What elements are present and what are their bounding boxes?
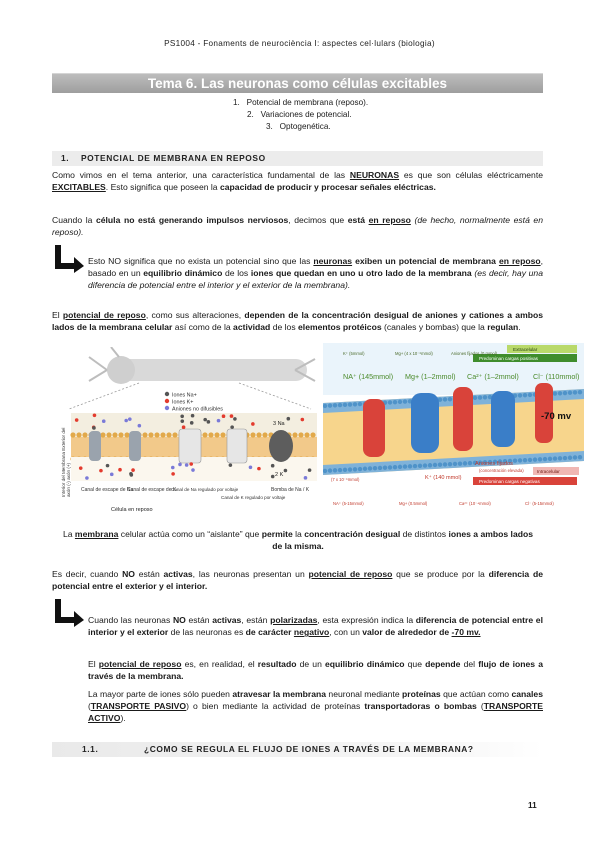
ion-dot [287,417,291,421]
membrane-head [513,459,517,463]
lipid-head [220,432,225,437]
ion-dot [92,426,96,430]
ion-dot [271,464,275,468]
lipid-head [154,432,159,437]
membrane-head [338,403,342,407]
ion-dot [131,468,135,472]
membrane-head [463,461,467,465]
membrane-head [468,461,472,465]
ion-dot [110,473,114,477]
ion-dot [106,464,110,468]
toc-number: 1. [233,98,240,107]
ion-dot [233,417,237,421]
ion-dot [190,421,194,425]
paragraph-polarized: Cuando las neuronas NO están activas, están polarizadas, esta expresión indica la diferencia de potencial entre el interior y el exterior de las neuronas es de carácter negativo, con un valor de alrededor de -70 mv. [88,615,543,638]
membrane-head [353,402,357,406]
subsection-heading [52,742,543,757]
membrane-head [418,464,422,468]
lipid-head [160,432,165,437]
turn-arrow-icon [52,244,86,274]
toc-label: Optogenética. [279,122,331,131]
membrane-head [533,457,537,461]
ion-dot [229,463,233,467]
toc-item [247,109,352,121]
membrane-head [343,468,347,472]
k-out-small: K⁺ (5mmol) [343,351,365,356]
lipid-head [106,432,111,437]
lipid-head [214,432,219,437]
toc-label: Variaciones de potencial. [260,110,352,119]
ion-dot [128,417,132,421]
paragraph-rest-state: Cuando la célula no está generando impulsos nerviosos, decimos que está en reposo (de hecho, normalmente está en reposo). [52,215,543,238]
membrane-head [403,464,407,468]
membrane-head [328,468,332,472]
extracellular-label: Extracelular [513,347,538,352]
membrane-head [378,466,382,470]
na-count-label: 3 Na [273,421,285,427]
membrane-head [338,468,342,472]
na-in: NA⁺ (5-15mmol) [333,501,364,506]
ion-dot [180,419,184,423]
membrane-head [453,462,457,466]
membrane-head [388,465,392,469]
membrane-head [333,403,337,407]
label-k-voltage: Canal de K regulado por voltaje [221,495,286,500]
axon-membrane-figure [59,347,321,519]
paragraph-transport: La mayor parte de iones sólo pueden atravesar la membrana neuronal mediante proteínas que actúan como canales (TRANSPORTE PASIVO) o bien mediante la actividad de proteínas transportadoras o bombas (TRANSPORTE ACTIVO). [88,689,543,724]
membrane-head [368,466,372,470]
mg-in: Mg+ (0.5mmol) [399,501,428,506]
lipid-head [124,432,129,437]
ion-dot [257,467,261,471]
membrane-head [388,400,392,404]
lipid-head [142,432,147,437]
anions-out-small: Aniones fijados (0 mmol) [451,351,498,356]
membrane-potential-label: -70 mv [541,411,572,422]
membrane-head [553,456,557,460]
toc-label: Potencial de membrana (reposo). [246,98,369,107]
membrane-head [573,390,577,394]
ion-dot [75,418,79,422]
label-na-voltage: Canal de Na regulado por voltaje [171,487,239,492]
membrane-head [393,465,397,469]
legend-anions: Aniones no difusibles [172,406,223,413]
membrane-head [523,393,527,397]
ion-dot [203,418,207,422]
cl-out: Cl⁻ (110mmol) [533,372,580,381]
figure-left-caption: Célula en reposo [111,507,153,513]
membrane-head [523,458,527,462]
ion-dot [130,473,134,477]
ion-dot [185,463,189,467]
lipid-head [202,432,207,437]
membrane-head [373,466,377,470]
ion-dot [217,419,221,423]
membrane-head [483,395,487,399]
membrane-head [438,463,442,467]
membrane-head [558,456,562,460]
toc-item [266,121,331,133]
ion-dot [284,469,288,473]
lipid-head [82,432,87,437]
ion-dot [308,468,312,472]
cl-in: Cl⁻ (5-15mmol) [525,501,554,506]
turn-arrow-icon [52,598,86,628]
membrane-head [528,393,532,397]
lipid-head [208,432,213,437]
k-in: K⁺ (140 mmol) [425,475,462,481]
mg-out-small: Mg+ (4 x 10⁻⁶mmol) [395,351,433,356]
membrane-head [323,469,327,473]
ion-dot [182,425,186,429]
membrane-head [473,396,477,400]
membrane-head [568,456,572,460]
k-count-label: 2 K [275,472,284,478]
membrane-head [448,462,452,466]
lipid-head [304,432,309,437]
membrane-head [433,463,437,467]
membrane-head [348,402,352,406]
toc-item [233,97,368,109]
membrane-head [328,403,332,407]
section-heading [52,151,543,166]
membrane-head [458,461,462,465]
membrane-head [443,462,447,466]
fixed-anions-sub: (concentración elevada) [479,468,524,473]
ion-dot [118,468,122,472]
positive-charges-label: Predominan cargas positivas [479,356,538,361]
membrane-head [518,393,522,397]
ion-dot [207,420,211,424]
ion-dot [249,465,253,469]
membrane-ions-figure [323,343,584,519]
label-pump: Bomba de Na / K [271,487,310,493]
subsection-number: 1.1. [82,744,99,754]
running-header: PS1004 - Fonaments de neurociència I: aspectes cel·lulars (biologia) [164,39,435,48]
lipid-head [310,432,315,437]
ion-dot [178,463,182,467]
lipid-head [76,432,81,437]
ion-dot [189,462,193,466]
lipid-head [166,432,171,437]
ion-dot [99,469,103,473]
membrane-head [408,464,412,468]
lipid-head [118,432,123,437]
membrane-head [538,457,542,461]
lipid-head [172,432,177,437]
intracellular-label: Intracelular [537,469,560,474]
subsection-title: ¿COMO SE REGULA EL FLUJO DE IONES A TRAVÉS DE LA MEMBRANA? [144,744,474,754]
ion-dot [271,475,275,479]
ca-in: Ca²⁺ (10⁻⁴mmol) [459,501,491,506]
membrane-head [413,464,417,468]
ion-dot [304,476,308,480]
membrane-head [478,395,482,399]
legend-k: Iones K+ [172,399,194,406]
membrane-head [358,402,362,406]
lipid-head [256,432,261,437]
lipid-head [70,432,75,437]
membrane-head [333,468,337,472]
membrane-head [358,467,362,471]
membrane-head [383,465,387,469]
na-out: NA⁺ (145mmol) [343,372,394,381]
ion-dot [171,466,175,470]
k-in-small: (7 x 10⁻⁶mmol) [331,477,360,482]
chapter-title: Tema 6. Las neuronas como células excitables [52,73,543,93]
ion-dot [102,419,106,423]
section-title: POTENCIAL DE MEMBRANA EN REPOSO [81,153,266,163]
toc-number: 3. [266,122,273,131]
section-number: 1. [61,153,70,163]
page-number: 11 [528,801,537,810]
fixed-anions-label: Aniones fijados [475,461,513,467]
membrane-head [363,467,367,471]
figure-caption: La membrana celular actúa como un “aislante” que permite la concentración desigual de distintos iones a ambos lados de la misma. [62,529,534,552]
label-na-leak: Canal de escape de Na [81,487,134,493]
ion-dot [230,414,234,418]
negative-charges-label: Predominan cargas negativas [479,479,540,484]
ion-dot [222,414,226,418]
ion-dot [191,468,195,472]
membrane-head [353,467,357,471]
membrane-head [448,397,452,401]
ion-dot [171,472,175,476]
membrane-head [343,403,347,407]
membrane-head [423,463,427,467]
lipid-head [100,432,105,437]
mg-out: Mg+ (1–2mmol) [405,372,456,381]
ion-dot [191,414,195,418]
ion-dot [138,424,142,428]
ion-dot [79,466,83,470]
lipid-head [148,432,153,437]
ion-dot [93,413,97,417]
lipid-head [250,432,255,437]
membrane-head [563,391,567,395]
membrane-head [548,457,552,461]
membrane-head [428,463,432,467]
side-label-2: axón (-) axón (+) [66,462,71,497]
lipid-head [298,432,303,437]
paragraph-equilibrium: El potencial de reposo es, en realidad, el resultado de un equilibrio dinámico que depende del flujo de iones a través de la membrana. [88,659,543,682]
membrane-head [348,467,352,471]
ion-dot [230,425,234,429]
paragraph-potential: Esto NO significa que no exista un potencial sino que las neuronas exiben un potencial de membrana en reposo, basado en un equilibrio dinámico de los iones que quedan en uno u otro lado de la membrana (es decir, hay una diferencia de potencial entre el interior y el exterior de la membrana). [88,256,543,291]
ion-dot [301,418,305,422]
lipid-head [112,432,117,437]
membrane-head [393,400,397,404]
membrane-head [558,391,562,395]
ion-dot [180,414,184,418]
paragraph-intro: Como vimos en el tema anterior, una característica fundamental de las NEURONAS es que son células eléctricamente EXCITABLES. Esto significa que poseen la capacidad de producir y procesar señales eléctricas. [52,170,543,193]
label-k-leak: Canal de escape de K [127,487,177,493]
membrane-head [573,455,577,459]
membrane-head [553,391,557,395]
paragraph-dependence: El potencial de reposo, como sus alteraciones, dependen de la concentración desigual de aniones y cationes a ambos lados de la membrana celular así como de la actividad de los elementos protéicos (canales y bombas) que la regulan. [52,310,543,333]
paragraph-summary: Es decir, cuando NO están activas, las neuronas presentan un potencial de reposo que se produce por la diferencia de potencial entre el exterior y el interior. [52,569,543,592]
ion-dot [251,422,255,426]
membrane-head [528,458,532,462]
lipid-head [262,432,267,437]
toc-number: 2. [247,110,254,119]
membrane-head [568,391,572,395]
membrane-head [323,404,327,408]
legend-na: Iones Na+ [172,392,197,399]
membrane-head [403,399,407,403]
membrane-head [398,400,402,404]
membrane-head [578,455,582,459]
membrane-head [518,458,522,462]
membrane-head [443,397,447,401]
membrane-head [578,390,582,394]
ion-dot [85,476,89,480]
ion-dot [124,419,128,423]
ca-out: Ca²⁺ (1–2mmol) [467,372,519,381]
side-label: Interior del Membrana Exterior del [61,427,66,497]
membrane-head [398,465,402,469]
membrane-head [543,457,547,461]
membrane-head [563,456,567,460]
lipid-head [292,432,297,437]
